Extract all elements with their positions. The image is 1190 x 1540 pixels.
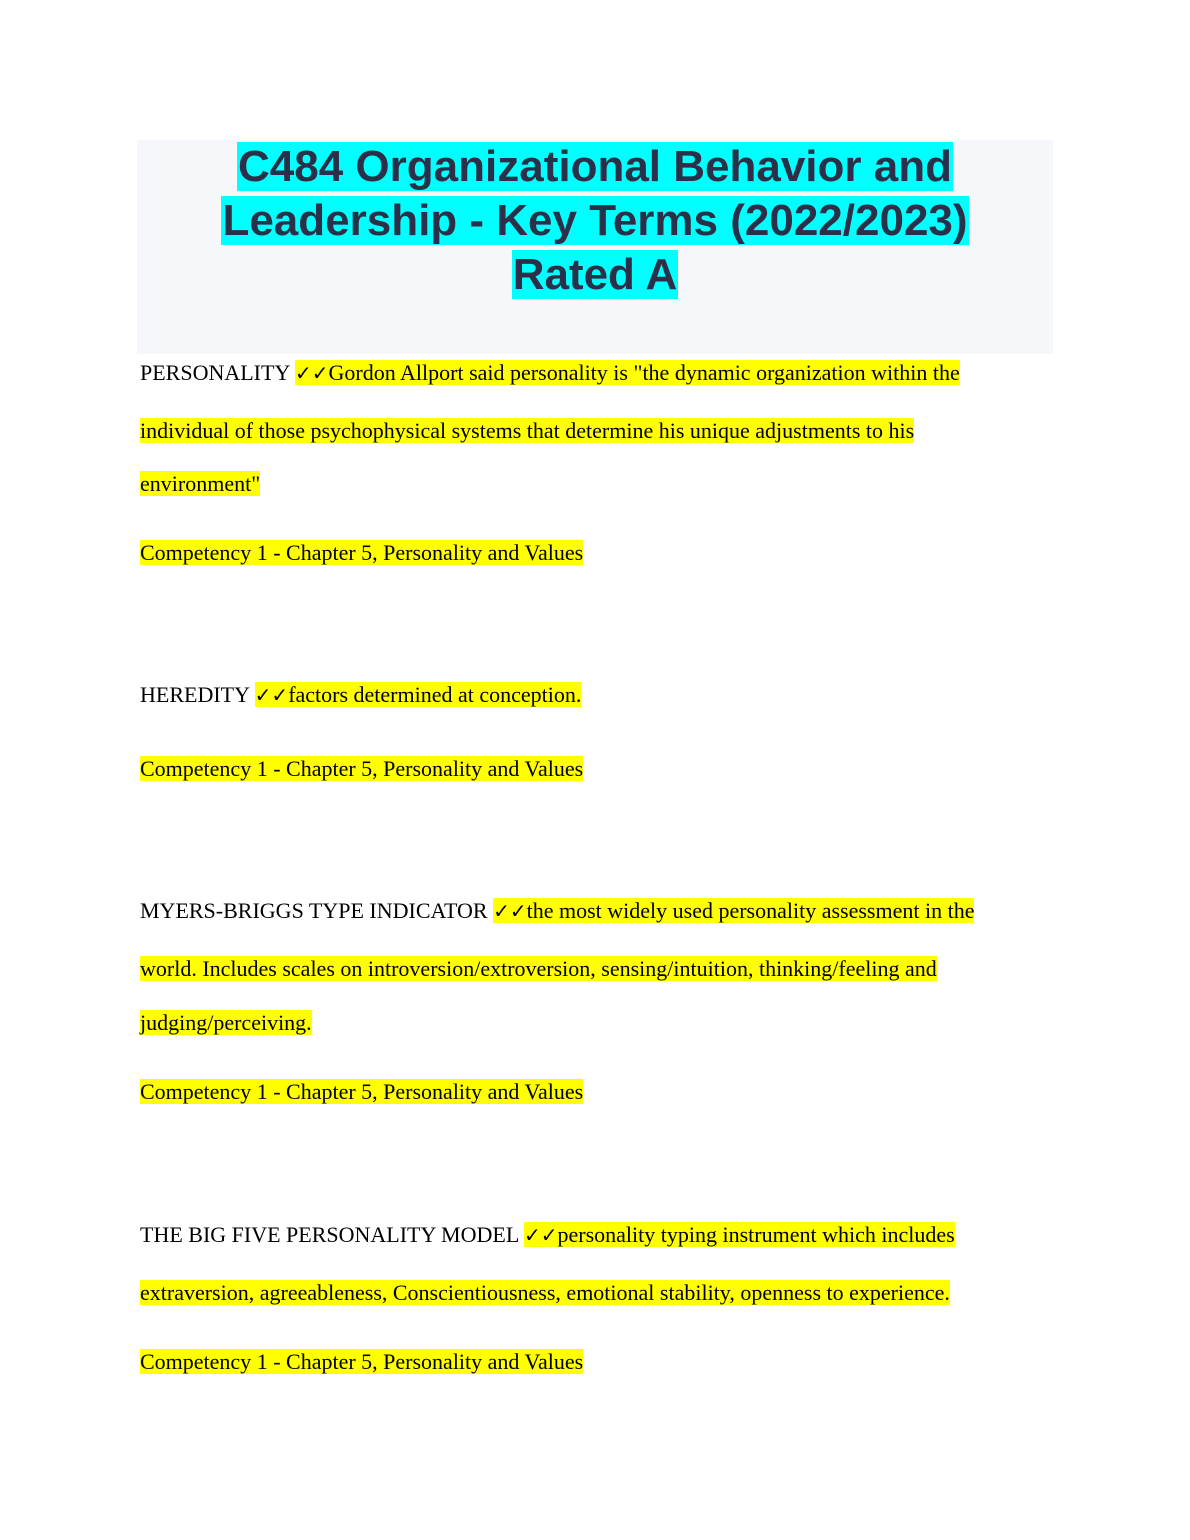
definition-highlight — [493, 898, 974, 923]
definition-text: world. Includes scales on introversion/extroversion, sensing/intuition, thinking/feeling and — [140, 956, 937, 981]
entry-big-five-line-2 — [140, 1280, 950, 1306]
definition-text: the most widely used personality assessment in the — [526, 898, 975, 923]
entry-mbti-line-1 — [140, 898, 974, 924]
definition-text: judging/perceiving. — [140, 1010, 312, 1035]
entry-heredity-reference — [140, 756, 583, 782]
title-line-2: Leadership - Key Terms (2022/2023) — [222, 196, 968, 245]
check-mark-icon: ✓✓ — [523, 1223, 558, 1247]
term-label: HEREDITY — [140, 682, 250, 707]
entry-big-five-reference — [140, 1349, 583, 1375]
entry-personality-line-2 — [140, 418, 914, 444]
definition-text: environment" — [140, 471, 261, 496]
reference-text: Competency 1 - Chapter 5, Personality and Values — [140, 1079, 584, 1104]
entry-personality-reference — [140, 540, 583, 566]
check-mark-icon: ✓✓ — [493, 899, 527, 923]
definition-text: Gordon Allport said personality is "the dynamic organization within the — [328, 360, 960, 385]
reference-text: Competency 1 - Chapter 5, Personality and Values — [140, 1349, 584, 1374]
title-panel — [137, 140, 1053, 354]
definition-highlight — [524, 1222, 955, 1247]
definition-highlight — [295, 360, 960, 385]
entry-heredity-line-1 — [140, 682, 581, 708]
entry-personality-line-3 — [140, 471, 260, 497]
title-line-3: Rated A — [512, 250, 678, 299]
entry-personality-line-1 — [140, 360, 960, 386]
term-label: THE BIG FIVE PERSONALITY MODEL — [140, 1222, 519, 1247]
reference-text: Competency 1 - Chapter 5, Personality and Values — [140, 540, 584, 565]
check-mark-icon: ✓✓ — [254, 683, 289, 707]
definition-highlight — [255, 682, 582, 707]
definition-text: factors determined at conception. — [288, 682, 582, 707]
entry-big-five-line-1 — [140, 1222, 955, 1248]
title-line-1: C484 Organizational Behavior and — [238, 142, 952, 191]
reference-text: Competency 1 - Chapter 5, Personality and Values — [140, 756, 584, 781]
definition-text: personality typing instrument which includes — [557, 1222, 955, 1247]
term-label: MYERS-BRIGGS TYPE INDICATOR — [140, 898, 488, 923]
definition-text: individual of those psychophysical systems that determine his unique adjustments to his — [140, 418, 915, 443]
entry-mbti-reference — [140, 1079, 583, 1105]
term-label: PERSONALITY — [140, 360, 290, 385]
document-title — [137, 140, 1053, 302]
entry-mbti-line-2 — [140, 956, 937, 982]
check-mark-icon: ✓✓ — [295, 361, 329, 385]
entry-mbti-line-3 — [140, 1010, 312, 1036]
definition-text: extraversion, agreeableness, Conscientiousness, emotional stability, openness to experience. — [140, 1280, 950, 1305]
